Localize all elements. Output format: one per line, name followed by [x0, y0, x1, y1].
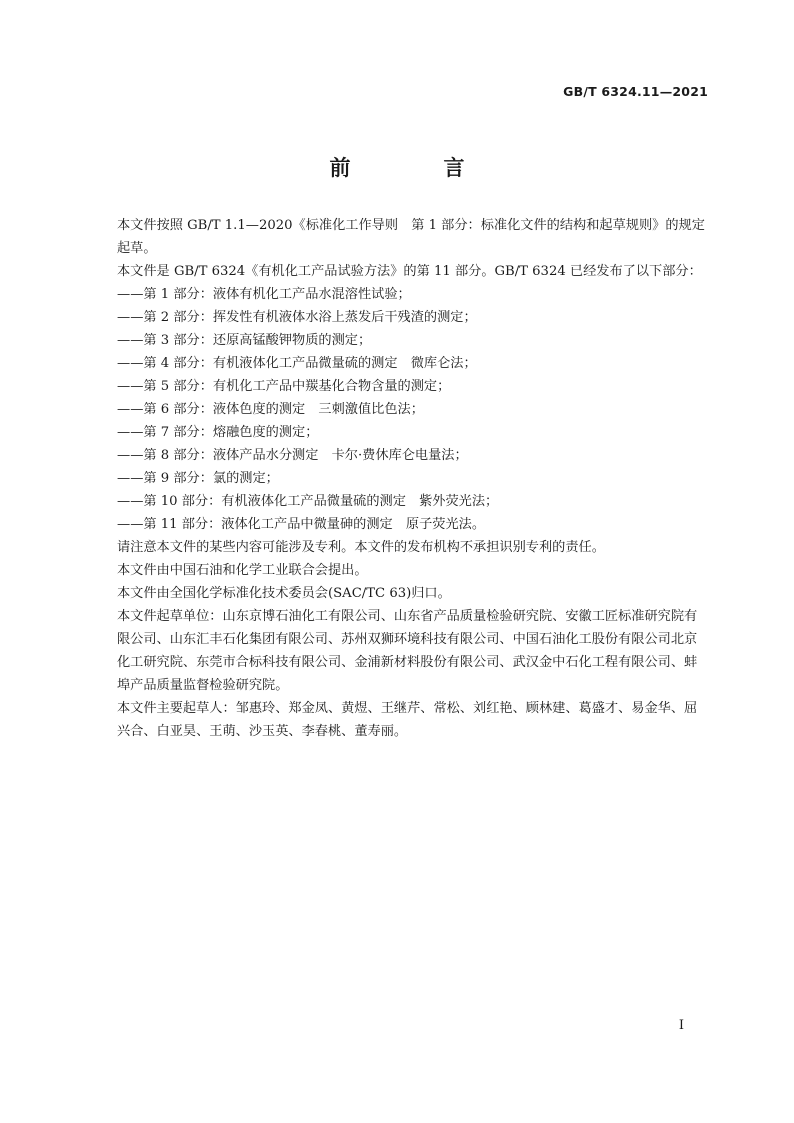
list-item: ——第 8 部分：液体产品水分测定 卡尔·费休库仑电量法；: [117, 448, 468, 463]
paragraph-proposer: 本文件由中国石油和化学工业联合会提出。: [117, 563, 368, 578]
paragraph-text: 本文件按照 GB/T 1.1—2020《标准化工作导则 第 1 部分：标准化文件的结构和起草规则》的规定起草。: [117, 218, 705, 256]
document-code: GB/T 6324.11—2021: [563, 84, 708, 99]
list-item: ——第 2 部分：挥发性有机液体水浴上蒸发后干残渣的测定；: [117, 310, 477, 325]
foreword-body: [117, 214, 707, 743]
list-item: ——第 7 部分：熔融色度的测定；: [117, 425, 319, 440]
list-item: ——第 5 部分：有机化工产品中羰基化合物含量的测定；: [117, 379, 451, 394]
paragraph-series-intro: [117, 260, 707, 283]
list-item: ——第 6 部分：液体色度的测定 三刺激值比色法；: [117, 402, 424, 417]
paragraph-drafting-rules: [117, 214, 707, 260]
paragraph-patent-notice: 请注意本文件的某些内容可能涉及专利。本文件的发布机构不承担识别专利的责任。: [117, 540, 605, 555]
list-item: ——第 11 部分：液体化工产品中微量砷的测定 原子荧光法。: [117, 517, 486, 532]
paragraph-text: 本文件是 GB/T 6324《有机化工产品试验方法》的第 11 部分。GB/T 6324 已经发布了以下部分：: [117, 264, 702, 279]
paragraph-drafting-units: 本文件起草单位：山东京博石油化工有限公司、山东省产品质量检验研究院、安徽工匠标准研究院有限公司、山东汇丰石化集团有限公司、苏州双狮环境科技有限公司、中国石油化工股份有限公司北京化工研究院、东莞市合标科技有限公司、金浦新材料股份有限公司、武汉金中石化工程有限公司、蚌埠产品质量监督检验研究院。: [117, 609, 698, 693]
list-item: ——第 1 部分：液体有机化工产品水混溶性试验；: [117, 287, 411, 302]
paragraph-committee: 本文件由全国化学标准化技术委员会(SAC/TC 63)归口。: [117, 586, 451, 601]
list-item: ——第 10 部分：有机液体化工产品微量硫的测定 紫外荧光法；: [117, 494, 499, 509]
list-item: ——第 3 部分：还原高锰酸钾物质的测定；: [117, 333, 372, 348]
paragraph-drafters: 本文件主要起草人：邹惠玲、郑金凤、黄煜、王继芹、常松、刘红艳、顾林建、葛盛才、易金华、屈兴合、白亚昊、王萌、沙玉英、李春桃、董寿丽。: [117, 701, 698, 739]
page-number: I: [678, 1018, 684, 1033]
list-item: ——第 4 部分：有机液体化工产品微量硫的测定 微库仑法；: [117, 356, 477, 371]
list-item: ——第 9 部分：氯的测定；: [117, 471, 279, 486]
page-title: 前 言: [329, 156, 501, 180]
